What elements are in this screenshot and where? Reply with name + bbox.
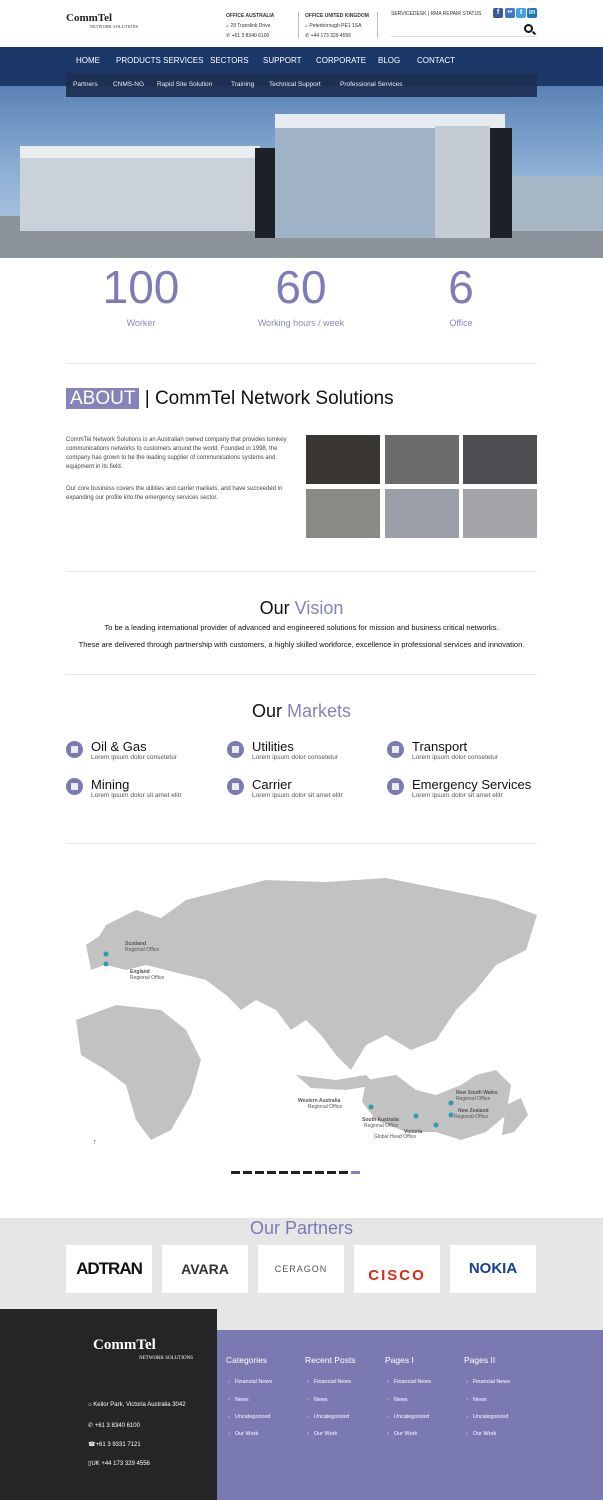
nav-products-services[interactable]: PRODUCTS SERVICES — [116, 56, 204, 65]
footer-fax-text: +61 3 9331 7121 — [95, 1442, 141, 1448]
footer-logo-text: CommTel — [93, 1337, 156, 1353]
stat-number: 100 — [102, 261, 180, 313]
nav-corporate[interactable]: CORPORATE — [316, 56, 367, 65]
markets-title-accent: Markets — [287, 701, 352, 721]
carousel-dot-active[interactable] — [351, 1171, 360, 1174]
divider — [298, 12, 299, 38]
home-icon: ⌂ — [305, 23, 310, 29]
partner-logo-adtran[interactable]: ADTRAN — [66, 1245, 152, 1293]
film-icon — [66, 741, 83, 758]
vision-line-2: These are delivered through partnership with customers, a highly skilled workforce, excellence in professional services and innovation. — [78, 640, 525, 649]
office-photo[interactable] — [463, 489, 537, 538]
stat-label: Worker — [126, 318, 156, 328]
map-label-sub: Regional Office — [456, 1096, 491, 1102]
map-label-sub: Regional Office — [364, 1123, 399, 1129]
list-icon — [387, 778, 404, 795]
footer-link[interactable]: › Financial News — [307, 1379, 351, 1385]
footer-address — [88, 1402, 186, 1408]
footer-uk-phone — [88, 1460, 150, 1467]
about-heading — [66, 388, 394, 410]
footer-link[interactable]: › News — [228, 1397, 249, 1403]
nav-home[interactable]: HOME — [76, 56, 100, 65]
map-label-sub: Global Head Office — [374, 1134, 417, 1140]
subnav-cnms-ng[interactable]: CNMS-NG — [113, 81, 145, 88]
footer-col-title: Categories — [226, 1355, 268, 1365]
phone-icon: ✆ — [305, 33, 311, 39]
footer-fax — [88, 1441, 141, 1448]
map-label-name: England — [130, 969, 150, 975]
partners-title: Our Partners — [249, 1218, 354, 1238]
market-title[interactable]: Emergency Services — [412, 777, 532, 792]
carousel-dot[interactable] — [279, 1171, 288, 1174]
phone-icon: ✆ — [226, 33, 232, 39]
twitter-icon[interactable]: t — [516, 8, 526, 18]
divider — [66, 363, 537, 364]
home-icon: ⌂ — [88, 1402, 94, 1408]
home-icon: ⌂ — [226, 23, 231, 29]
carousel-dot[interactable] — [291, 1171, 300, 1174]
divider — [66, 843, 537, 844]
footer-link[interactable]: › Uncategorized — [307, 1414, 349, 1420]
stat-label: Office — [449, 318, 473, 328]
footer-link[interactable]: › Our Work — [466, 1431, 496, 1437]
logo-text: CommTel — [66, 12, 113, 24]
footer-col-title: Recent Posts — [305, 1355, 356, 1365]
vision-title-accent: Vision — [294, 598, 344, 618]
footer-link[interactable]: › News — [307, 1397, 328, 1403]
about-badge: ABOUT — [66, 388, 139, 409]
fax-icon: ☎ — [88, 1442, 96, 1448]
footer-col-title: Pages I — [385, 1355, 414, 1365]
map-label-name: Victoria — [404, 1129, 423, 1135]
subnav-training[interactable]: Training — [231, 81, 255, 88]
vision-line-1: To be a leading international provider of advanced and engineered solutions for mission and business critical networks. — [104, 623, 499, 632]
divider — [66, 674, 537, 675]
market-subtitle: Lorem ipsum dolor consetetur — [252, 754, 338, 761]
market-title[interactable]: Oil & Gas — [91, 739, 147, 754]
map-label-name: Western Australia — [298, 1098, 341, 1104]
facebook-icon[interactable]: f — [493, 8, 503, 18]
carousel-dot[interactable] — [327, 1171, 336, 1174]
stat-workers — [90, 262, 192, 328]
office-uk — [305, 11, 369, 41]
office-au-address: 29 Translink Drive — [230, 23, 271, 29]
market-subtitle: Lorem ipsum dolor consetetur — [412, 754, 498, 761]
stat-office — [420, 262, 502, 328]
about-paragraph-1: CommTel Network Solutions is an Australian owned company that provides turnkey communications networks to customers around the world. Founded in 1998, the company has grown to be the leading supplier of communications systems and equipment in its field. — [66, 437, 287, 470]
office-photo[interactable] — [306, 489, 380, 538]
carousel-dot[interactable] — [243, 1171, 252, 1174]
film-icon — [387, 741, 404, 758]
list-icon — [227, 778, 244, 795]
search-icon[interactable] — [524, 24, 533, 33]
about-paragraph-2: Our core business covers the utilities and carrier markets, and have succeeded in expanding our profile into the emergency services sector. — [66, 486, 283, 501]
office-australia — [226, 11, 274, 41]
subnav-professional-services[interactable]: Professional Services — [340, 81, 403, 88]
footer-link[interactable]: › Uncategorized — [228, 1414, 270, 1420]
footer-link[interactable]: › Our Work — [307, 1431, 337, 1437]
office-uk-title: OFFICE UNITED KINGDOM — [305, 13, 369, 19]
nav-sectors[interactable]: SECTORS — [210, 56, 249, 65]
market-subtitle: Lorem ipsum dolor consetetur — [91, 754, 177, 761]
office-photo[interactable] — [385, 435, 459, 484]
world-map — [66, 870, 537, 1150]
markets-title: Our — [251, 701, 282, 721]
subnav-partners[interactable]: Partners — [73, 81, 98, 88]
market-title[interactable]: Mining — [91, 777, 130, 792]
stat-number: 6 — [448, 261, 474, 313]
footer-logo[interactable] — [93, 1337, 193, 1361]
carousel-dot[interactable] — [267, 1171, 276, 1174]
markets-heading — [66, 701, 537, 722]
linkedin-icon[interactable]: in — [528, 9, 536, 16]
partner-logo-avara[interactable]: AVARA — [162, 1245, 248, 1293]
office-au-title: OFFICE AUSTRALIA — [226, 13, 275, 19]
logo-subtext: NETWORK SOLUTIONS — [90, 24, 139, 29]
footer-uk-phone-text: UK +44 173 329 4556 — [91, 1461, 150, 1467]
office-photo[interactable] — [306, 435, 380, 484]
stat-number: 60 — [275, 261, 327, 313]
footer-link[interactable]: › Financial News — [387, 1379, 431, 1385]
carousel-dot[interactable] — [231, 1171, 240, 1174]
partner-logo-nokia[interactable]: NOKIA — [450, 1245, 536, 1293]
carousel-dot[interactable] — [315, 1171, 324, 1174]
footer-link[interactable]: › Our Work — [228, 1431, 258, 1437]
phone-icon: ✆ — [88, 1423, 95, 1429]
footer-col-title: Pages II — [464, 1355, 496, 1365]
stat-label: Working hours / week — [257, 318, 345, 328]
market-subtitle: Lorem ipsum dolor sit amet elitr — [412, 792, 503, 799]
footer-address-text: Keilor Park, Victoria Australia 3042 — [93, 1402, 186, 1408]
partner-logo-ceragon[interactable]: CERAGON — [258, 1245, 344, 1293]
footer-phone-text: +61 3 8340 6100 — [94, 1423, 140, 1429]
office-au-phone: +61 3 8340 6100 — [231, 33, 270, 39]
nav-blog[interactable]: BLOG — [378, 56, 401, 65]
map-label-sub: Regional Office — [308, 1104, 343, 1110]
map-label-name: New South Wales — [456, 1090, 498, 1096]
phone-icon: ▯ — [88, 1461, 92, 1467]
map-label-name: Scotland — [125, 941, 147, 947]
map-label-sub: Regional Office — [130, 975, 165, 981]
office-uk-address: Peterborough PE1 1SA — [309, 23, 362, 29]
carousel-dot[interactable] — [339, 1171, 348, 1174]
search-input[interactable] — [391, 36, 537, 37]
footer-link[interactable]: › Uncategorized — [466, 1414, 508, 1420]
partner-logo-cisco[interactable]: CISCO — [354, 1245, 440, 1293]
map-label-sub: Regional Office — [454, 1114, 489, 1120]
footer-link[interactable]: › Financial News — [228, 1379, 272, 1385]
vision-heading — [66, 598, 537, 619]
about-title: | CommTel Network Solutions — [144, 388, 394, 409]
market-subtitle: Lorem ipsum dolor sit amet elitr — [91, 792, 182, 799]
map-label-sub: Regional Office — [125, 947, 160, 953]
nav-support[interactable]: SUPPORT — [263, 56, 302, 65]
office-photo[interactable] — [385, 489, 459, 538]
map-page-marker: 7 — [93, 1140, 96, 1146]
stat-hours — [240, 262, 362, 328]
logo[interactable] — [66, 12, 138, 29]
carousel-dot[interactable] — [303, 1171, 312, 1174]
footer-link[interactable]: › News — [387, 1397, 408, 1403]
divider — [377, 12, 378, 38]
footer-link[interactable]: › Uncategorized — [387, 1414, 429, 1420]
footer-phone — [88, 1422, 140, 1429]
vision-title: Our — [259, 598, 290, 618]
footer-link[interactable]: › Our Work — [387, 1431, 417, 1437]
subnav-technical-support[interactable]: Technical Support — [269, 81, 321, 88]
map-label-name: New Zealand — [458, 1108, 489, 1114]
film-icon — [227, 741, 244, 758]
footer-logo-subtext: NETWORK SOLUTIONS — [139, 1356, 194, 1361]
divider — [66, 571, 537, 572]
footer-link[interactable]: › News — [466, 1397, 487, 1403]
flickr-icon[interactable]: •• — [505, 8, 515, 18]
nav-contact[interactable]: CONTACT — [417, 56, 456, 65]
subnav-rapid-site[interactable]: Rapid Site Solution — [157, 81, 213, 88]
market-title[interactable]: Transport — [412, 739, 468, 754]
servicedesk-link[interactable]: SERVICEDESK | RMA REPAIR STATUS — [391, 11, 482, 17]
market-title[interactable]: Utilities — [252, 739, 294, 754]
map-label-name: South Australia — [362, 1117, 399, 1123]
office-photo[interactable] — [463, 435, 537, 484]
market-title[interactable]: Carrier — [252, 777, 292, 792]
sub-nav — [66, 73, 537, 97]
list-icon — [66, 778, 83, 795]
footer-link[interactable]: › Financial News — [466, 1379, 510, 1385]
hero-image — [0, 86, 603, 258]
carousel-dots — [231, 1161, 363, 1179]
office-uk-phone: +44 173 329 4556 — [310, 33, 352, 39]
carousel-dot[interactable] — [255, 1171, 264, 1174]
market-subtitle: Lorem ipsum dolor sit amet elitr — [252, 792, 343, 799]
